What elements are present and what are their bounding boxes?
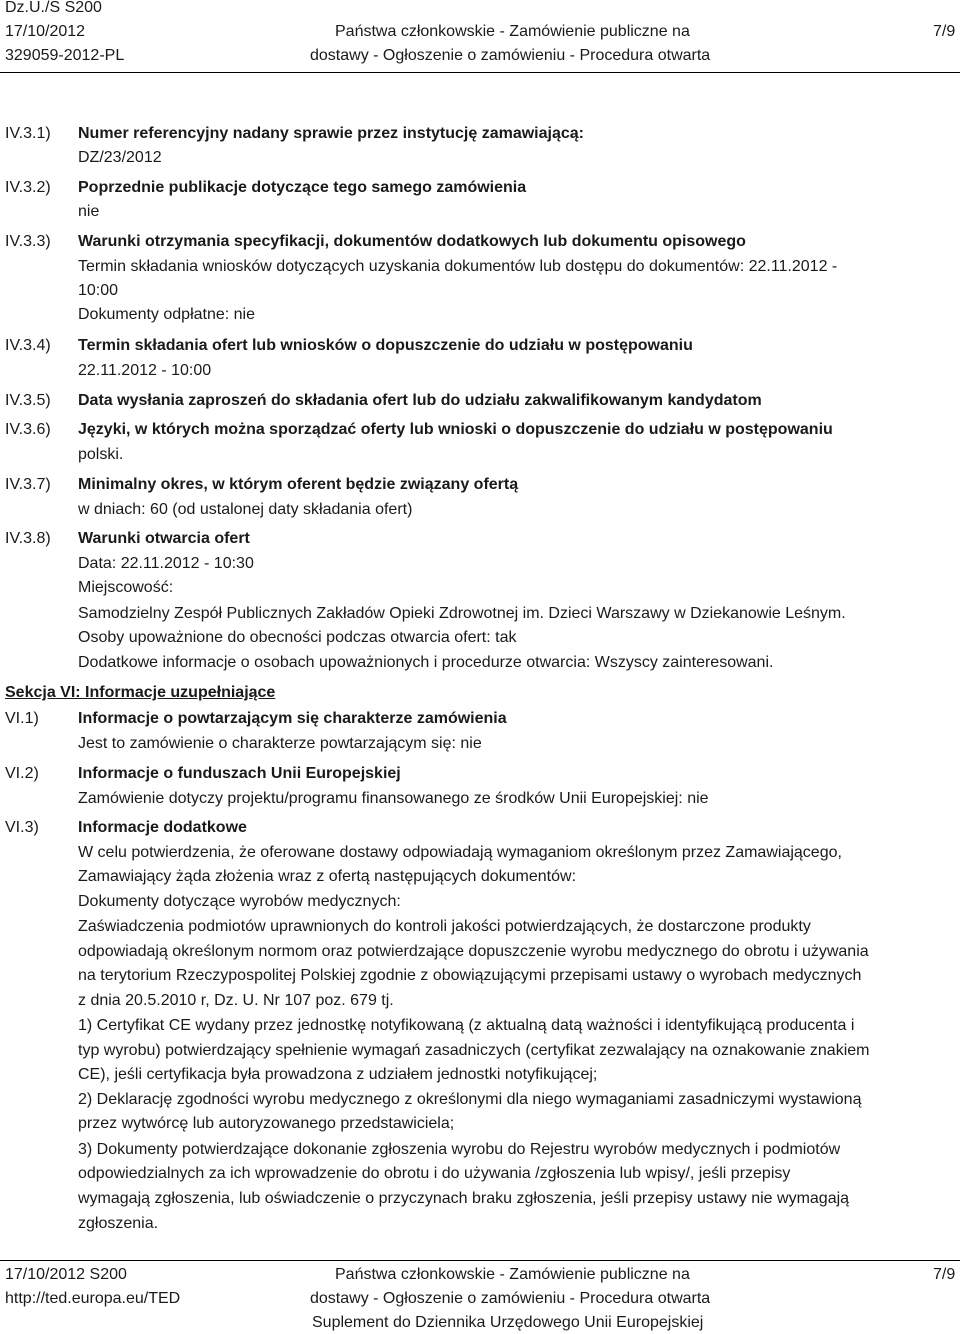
info-line: 1) Certyfikat CE wydany przez jednostkę notyfikowaną (z aktualną datą ważności i identyfikującą producenta i — [78, 1017, 855, 1034]
section-title: Poprzednie publikacje dotyczące tego samego zamówienia — [78, 179, 527, 196]
section-value: Jest to zamówienie o charakterze powtarzającym się: nie — [78, 735, 482, 752]
section-number: IV.3.4) — [5, 337, 51, 354]
section-line: Samodzielny Zespół Publicznych Zakładów Opieki Zdrowotnej im. Dzieci Warszawy w Dziekanowie Leśnym. — [78, 605, 846, 622]
info-line: CE), jeśli certyfikacja była prowadzona z udziałem jednostki notyfikującej; — [78, 1066, 598, 1083]
section-number: IV.3.6) — [5, 421, 51, 438]
info-line: Zaświadczenia podmiotów uprawnionych do kontroli jakości potwierdzających, że dostarczone produkty — [78, 918, 811, 935]
info-line: wymagają zgłoszenia, lub oświadczenie o przyczynach braku zgłoszenia, jeśli przepisy ustawy nie wymagają — [78, 1190, 850, 1207]
footer-rule — [0, 1260, 960, 1261]
info-line: Zamawiający żąda złożenia wraz z ofertą następujących dokumentów: — [78, 868, 577, 885]
section-heading: Sekcja VI: Informacje uzupełniające — [5, 684, 276, 701]
section-number: IV.3.5) — [5, 392, 51, 409]
header-title-line2: dostawy - Ogłoszenie o zamówieniu - Procedura otwarta — [310, 47, 711, 64]
section-title: Termin składania ofert lub wniosków o dopuszczenie do udziału w postępowaniu — [78, 337, 693, 354]
section-number: IV.3.2) — [5, 179, 51, 196]
section-title: Data wysłania zaproszeń do składania ofert lub do udziału zakwalifikowanym kandydatom — [78, 392, 762, 409]
section-title: Warunki otwarcia ofert — [78, 530, 250, 547]
section-line: Data: 22.11.2012 - 10:30 — [78, 555, 254, 572]
info-line: typ wyrobu) potwierdzający spełnienie wymagań zasadniczych (certyfikat zezwalający na oznakowanie znakiem — [78, 1042, 870, 1059]
section-title: Numer referencyjny nadany sprawie przez instytucję zamawiającą: — [78, 125, 584, 142]
section-number: VI.1) — [5, 710, 39, 727]
section-number: VI.2) — [5, 765, 39, 782]
section-line: Dokumenty odpłatne: nie — [78, 306, 255, 323]
footer-page-number: 7/9 — [933, 1266, 956, 1283]
header-title-line1: Państwa członkowskie - Zamówienie publiczne na — [335, 23, 690, 40]
info-line: odpowiadają określonym normom oraz potwierdzające dopuszczenie wyrobu medycznego do obrotu i używania — [78, 943, 869, 960]
info-line: 2) Deklarację zgodności wyrobu medycznego z określonymi dla niego wymaganiami zasadniczymi wystawioną — [78, 1091, 862, 1108]
section-number: IV.3.1) — [5, 125, 51, 142]
section-title: Języki, w których można sporządzać oferty lub wnioski o dopuszczenie do udziału w postępowaniu — [78, 421, 833, 438]
info-line: zgłoszenia. — [78, 1215, 159, 1232]
section-value: Zamówienie dotyczy projektu/programu finansowanego ze środków Unii Europejskiej: nie — [78, 790, 709, 807]
info-line: W celu potwierdzenia, że oferowane dostawy odpowiadają wymaganiom określonym przez Zamawiającego, — [78, 844, 842, 861]
section-number: IV.3.7) — [5, 476, 51, 493]
header-page-number: 7/9 — [933, 23, 956, 40]
info-line: przez wytwórcę lub autoryzowanego przedstawiciela; — [78, 1115, 455, 1132]
info-line: Dokumenty dotyczące wyrobów medycznych: — [78, 893, 401, 910]
section-title: Warunki otrzymania specyfikacji, dokumentów dodatkowych lub dokumentu opisowego — [78, 233, 746, 250]
footer-url: http://ted.europa.eu/TED — [5, 1290, 181, 1307]
section-number: VI.3) — [5, 819, 39, 836]
section-line: Miejscowość: — [78, 579, 174, 596]
section-line: Dodatkowe informacje o osobach upoważnionych i procedurze otwarcia: Wszyscy zainteresowani. — [78, 654, 774, 671]
footer-title-line1: Państwa członkowskie - Zamówienie publiczne na — [335, 1266, 690, 1283]
section-title: Informacje dodatkowe — [78, 819, 247, 836]
section-value: w dniach: 60 (od ustalonej daty składania ofert) — [78, 501, 413, 518]
section-value: nie — [78, 203, 100, 220]
section-number: IV.3.3) — [5, 233, 51, 250]
section-line: Termin składania wniosków dotyczących uzyskania dokumentów lub dostępu do dokumentów: 22.11.2012 - — [78, 258, 838, 275]
info-line: 3) Dokumenty potwierdzające dokonanie zgłoszenia wyrobu do Rejestru wyrobów medycznych i podmiotów — [78, 1141, 841, 1158]
section-title: Minimalny okres, w którym oferent będzie związany ofertą — [78, 476, 519, 493]
section-line: Osoby upoważnione do obecności podczas otwarcia ofert: tak — [78, 629, 517, 646]
section-title: Informacje o funduszach Unii Europejskiej — [78, 765, 401, 782]
section-value: polski. — [78, 446, 124, 463]
footer-title-line2: dostawy - Ogłoszenie o zamówieniu - Procedura otwarta — [310, 1290, 711, 1307]
section-line: 10:00 — [78, 282, 119, 299]
section-title: Informacje o powtarzającym się charakterze zamówienia — [78, 710, 507, 727]
section-value: 22.11.2012 - 10:00 — [78, 362, 212, 379]
section-number: IV.3.8) — [5, 530, 51, 547]
notice-number: 329059-2012-PL — [5, 47, 125, 64]
footer-supplement: Suplement do Dziennika Urzędowego Unii Europejskiej — [312, 1314, 704, 1331]
info-line: na terytorium Rzeczypospolitej Polskiej zgodnie z obowiązującymi przepisami ustawy o wyrobach medycznych — [78, 967, 862, 984]
reference-number: DZ/23/2012 — [78, 149, 162, 166]
header-rule — [0, 72, 960, 73]
header-date: 17/10/2012 — [5, 23, 86, 40]
info-line: z dnia 20.5.2010 r, Dz. U. Nr 107 poz. 679 tj. — [78, 992, 394, 1009]
info-line: odpowiedzialnych za ich wprowadzenie do obrotu i do używania /zgłoszenia lub wpisy/, jeśli przepisy — [78, 1165, 791, 1182]
journal-ref: Dz.U./S S200 — [5, 0, 102, 16]
footer-date: 17/10/2012 S200 — [5, 1266, 127, 1283]
